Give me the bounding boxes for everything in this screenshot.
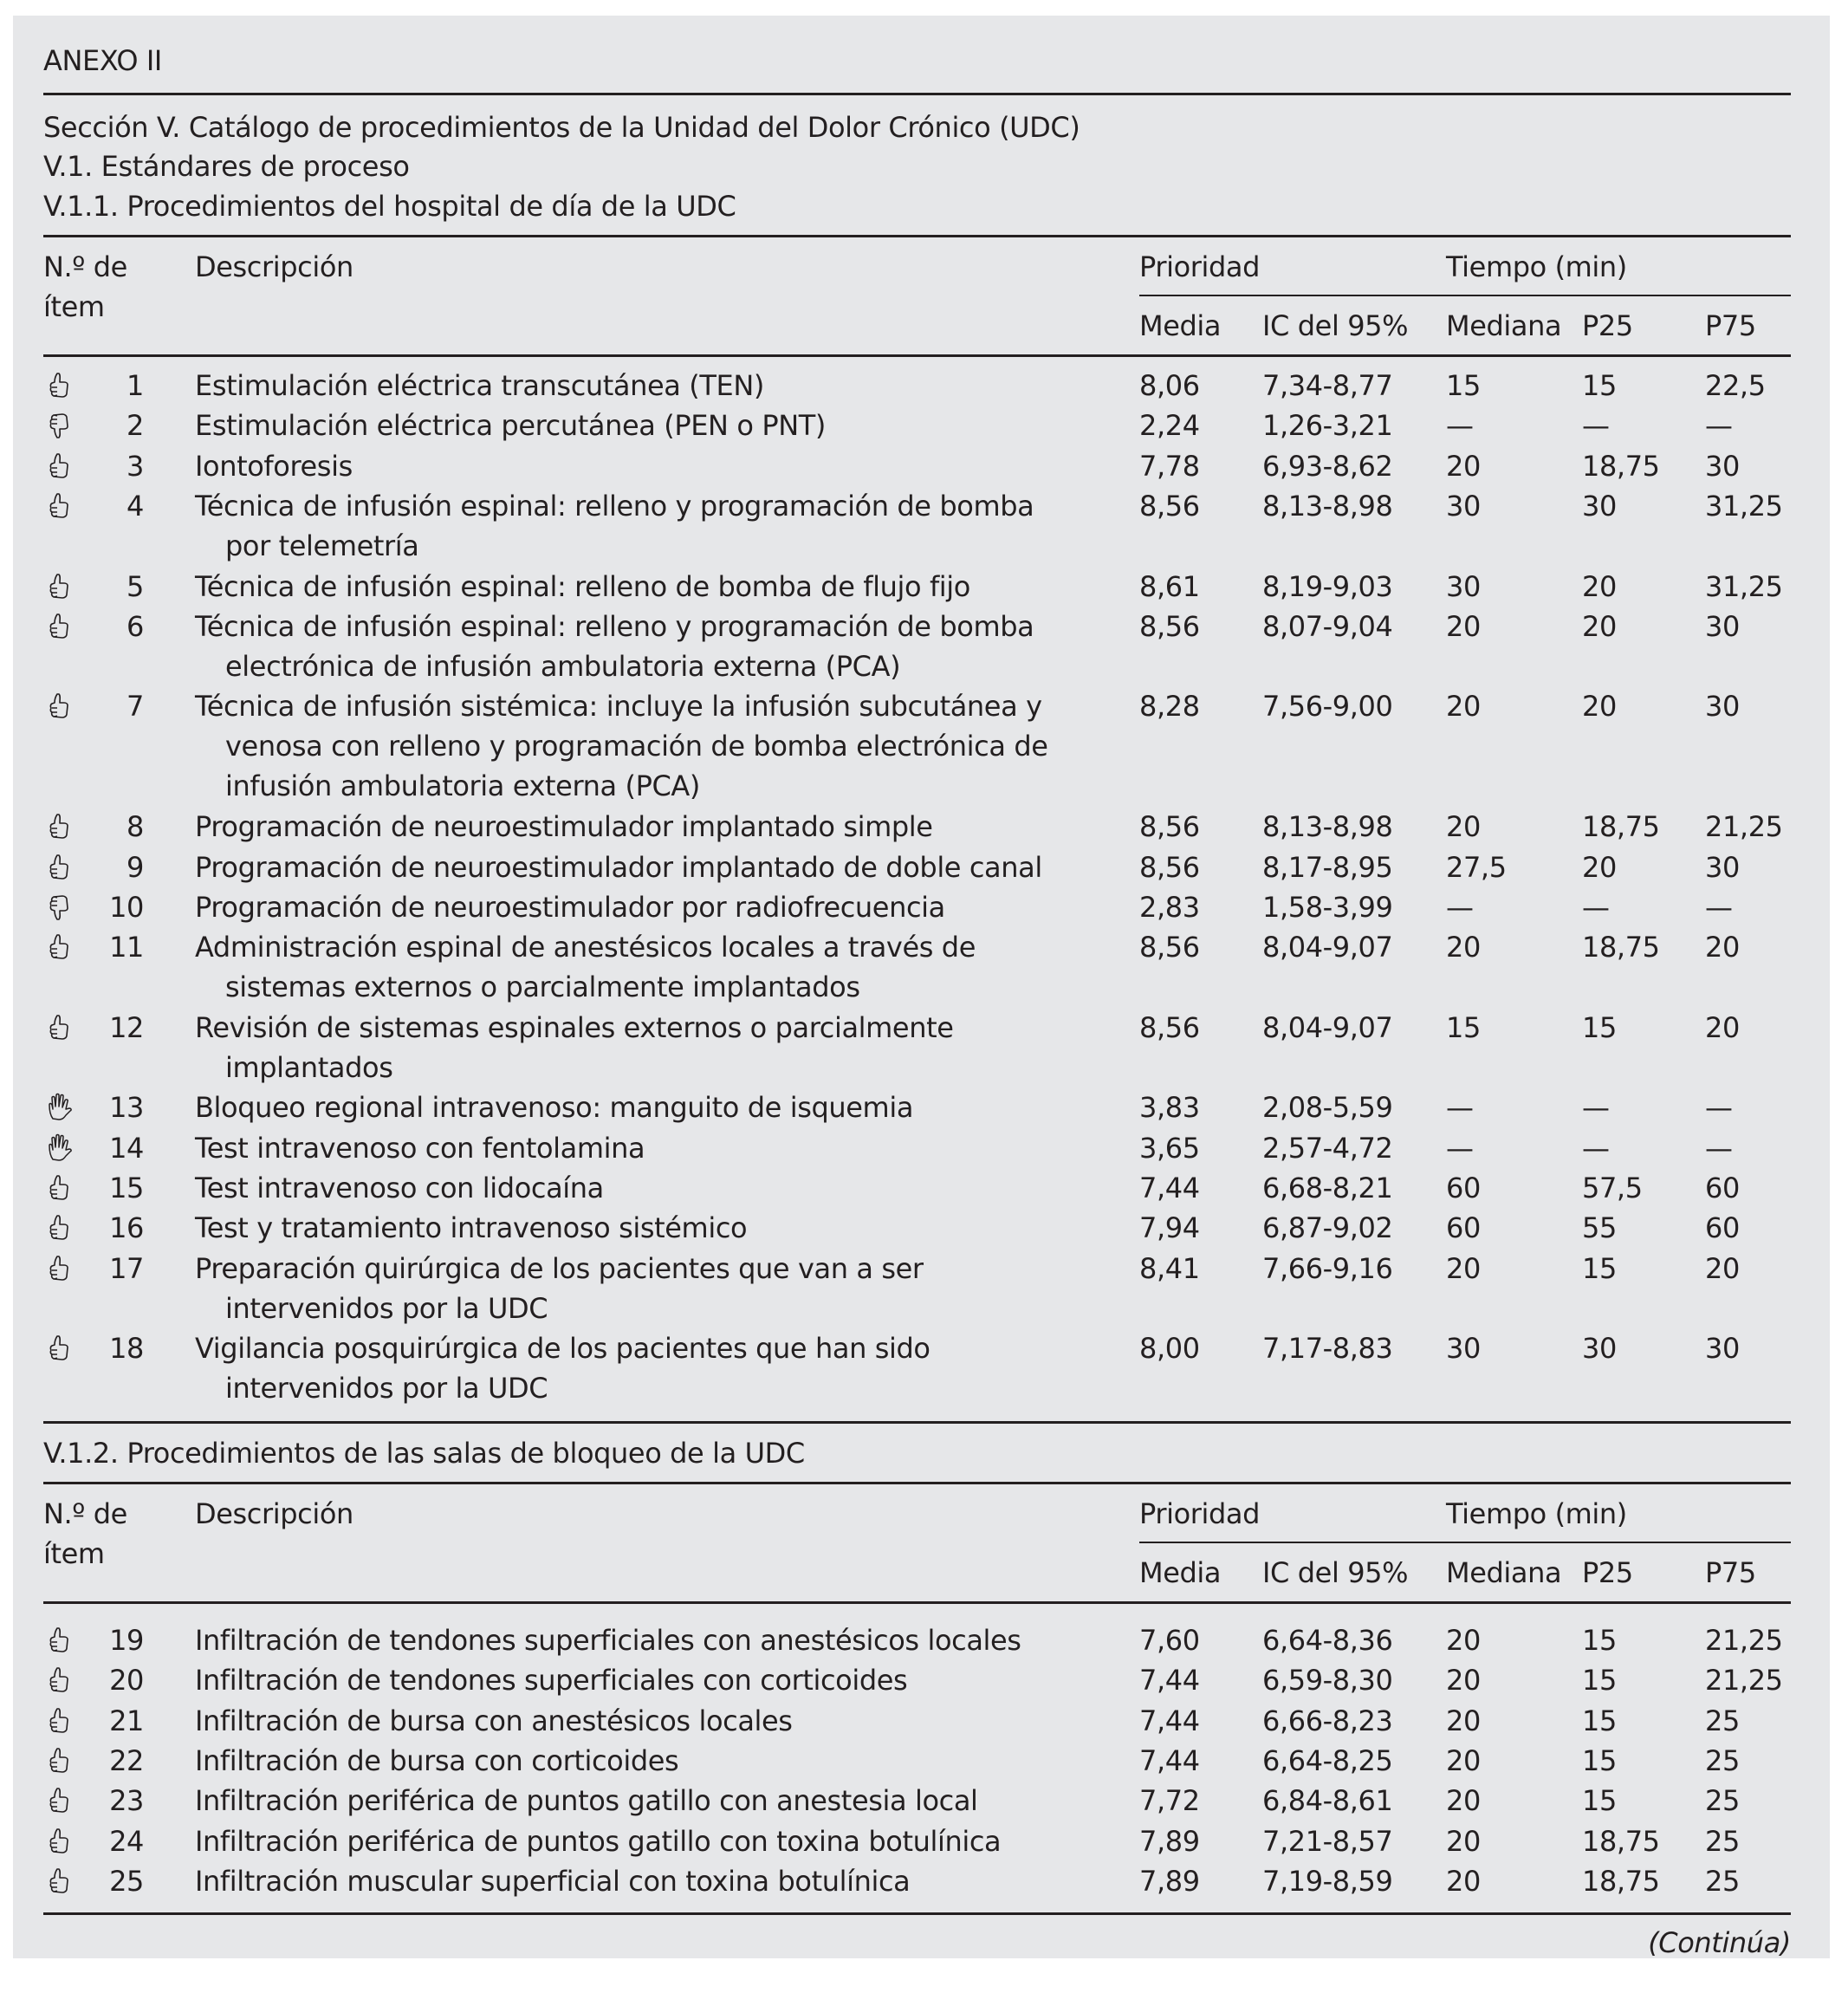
description xyxy=(195,607,1105,686)
time-median: 20 xyxy=(1446,690,1481,724)
priority-media: 8,56 xyxy=(1139,931,1200,964)
time-median: — xyxy=(1446,1131,1474,1165)
time-median: 20 xyxy=(1446,1251,1481,1285)
time-p75: 25 xyxy=(1705,1704,1740,1737)
divider xyxy=(43,235,1791,237)
time-p75: 20 xyxy=(1705,931,1740,964)
time-p75: 25 xyxy=(1705,1864,1740,1898)
description xyxy=(195,406,1105,445)
time-p75: — xyxy=(1705,409,1733,443)
item-number: 5 xyxy=(126,569,144,603)
priority-media: 7,44 xyxy=(1139,1172,1200,1204)
header-item-line2: ítem xyxy=(43,290,105,323)
continuation-note: (Continúa) xyxy=(1648,1926,1791,1959)
item-number: 23 xyxy=(109,1784,144,1818)
time-p25: 15 xyxy=(1582,1743,1617,1777)
table1-title: V.1.1. Procedimientos del hospital de día de la UDC xyxy=(43,190,736,223)
header-median: Mediana xyxy=(1446,1556,1562,1589)
item-number: 12 xyxy=(109,1010,144,1044)
time-median: 60 xyxy=(1446,1211,1481,1245)
description-line: Técnica de infusión espinal: relleno y programación de bomba xyxy=(195,609,1034,643)
time-median: 60 xyxy=(1446,1172,1481,1204)
time-median: 20 xyxy=(1446,1864,1481,1898)
header-media: Media xyxy=(1139,309,1222,342)
priority-ci: 7,34-8,77 xyxy=(1262,369,1393,402)
time-p75: 30 xyxy=(1705,449,1740,483)
header-priority: Prioridad xyxy=(1139,1497,1261,1530)
description xyxy=(195,1861,1105,1901)
description xyxy=(195,1328,1105,1408)
time-p75: 31,25 xyxy=(1705,569,1783,603)
time-median: 30 xyxy=(1446,569,1481,603)
item-number: 18 xyxy=(109,1332,144,1366)
description-line: intervenidos por la UDC xyxy=(225,1372,548,1405)
item-number: 14 xyxy=(109,1131,144,1165)
time-median: — xyxy=(1446,1091,1474,1125)
thumbs-up-icon xyxy=(45,1866,75,1896)
time-p75: 25 xyxy=(1705,1784,1740,1818)
description xyxy=(195,1620,1105,1660)
time-p25: — xyxy=(1582,409,1610,443)
time-p25: 30 xyxy=(1582,489,1617,523)
description xyxy=(195,1660,1105,1700)
priority-media: 7,44 xyxy=(1139,1664,1200,1698)
time-median: 20 xyxy=(1446,1624,1481,1657)
time-p25: 15 xyxy=(1582,1624,1617,1657)
item-number: 13 xyxy=(109,1091,144,1125)
thumbs-down-icon xyxy=(45,893,75,922)
open-hand-icon xyxy=(45,1133,75,1163)
header-p75: P75 xyxy=(1705,1556,1756,1589)
description-line: Estimulación eléctrica percutánea (PEN o PNT) xyxy=(195,409,826,443)
description xyxy=(195,1781,1105,1821)
priority-media: 7,44 xyxy=(1139,1704,1200,1737)
item-number: 19 xyxy=(109,1624,144,1657)
description xyxy=(195,1741,1105,1781)
time-median: 20 xyxy=(1446,609,1481,643)
priority-ci: 6,66-8,23 xyxy=(1262,1704,1393,1737)
header-item-line2: ítem xyxy=(43,1537,105,1570)
thumbs-up-icon xyxy=(45,1334,75,1363)
priority-ci: 2,57-4,72 xyxy=(1262,1131,1393,1165)
header-p25: P25 xyxy=(1582,1556,1633,1589)
time-p75: 30 xyxy=(1705,690,1740,724)
time-p75: 30 xyxy=(1705,1332,1740,1366)
item-number: 11 xyxy=(109,931,144,964)
divider xyxy=(43,1421,1791,1424)
item-number: 22 xyxy=(109,1743,144,1777)
header-item-line1: N.º de xyxy=(43,250,127,283)
priority-ci: 6,59-8,30 xyxy=(1262,1664,1393,1698)
time-median: 30 xyxy=(1446,1332,1481,1366)
header-median: Mediana xyxy=(1446,309,1562,342)
header-media: Media xyxy=(1139,1556,1222,1589)
description-line: Vigilancia posquirúrgica de los pacientes que han sido xyxy=(195,1332,930,1366)
description-line: venosa con relleno y programación de bomba electrónica de xyxy=(225,730,1048,763)
thumbs-up-icon xyxy=(45,451,75,481)
time-p75: 31,25 xyxy=(1705,489,1783,523)
priority-ci: 6,93-8,62 xyxy=(1262,449,1393,483)
thumbs-up-icon xyxy=(45,853,75,882)
description xyxy=(195,366,1105,406)
description-line: Test intravenoso con fentolamina xyxy=(195,1131,645,1165)
priority-media: 8,61 xyxy=(1139,569,1200,603)
item-number: 2 xyxy=(126,409,144,443)
time-p75: 20 xyxy=(1705,1010,1740,1044)
time-p25: 20 xyxy=(1582,850,1617,884)
time-p25: — xyxy=(1582,1091,1610,1125)
priority-ci: 2,08-5,59 xyxy=(1262,1091,1393,1125)
thumbs-up-icon xyxy=(45,1786,75,1815)
table2-title: V.1.2. Procedimientos de las salas de bloqueo de la UDC xyxy=(43,1437,805,1470)
priority-media: 7,89 xyxy=(1139,1824,1200,1858)
divider xyxy=(43,1912,1791,1915)
item-number: 17 xyxy=(109,1251,144,1285)
item-number: 10 xyxy=(109,890,144,924)
time-p75: 21,25 xyxy=(1705,1664,1783,1698)
time-p25: 20 xyxy=(1582,569,1617,603)
time-p75: 25 xyxy=(1705,1743,1740,1777)
time-p75: 60 xyxy=(1705,1172,1740,1204)
time-p25: 30 xyxy=(1582,1332,1617,1366)
time-median: — xyxy=(1446,890,1474,924)
description-line: Infiltración de bursa con corticoides xyxy=(195,1743,679,1777)
description xyxy=(195,807,1105,847)
header-priority: Prioridad xyxy=(1139,250,1261,283)
time-p75: 30 xyxy=(1705,609,1740,643)
time-median: 30 xyxy=(1446,489,1481,523)
priority-media: 8,56 xyxy=(1139,1010,1200,1044)
description xyxy=(195,1008,1105,1087)
time-median: 20 xyxy=(1446,1824,1481,1858)
description-line: Programación de neuroestimulador implantado simple xyxy=(195,810,933,844)
thumbs-up-icon xyxy=(45,1827,75,1856)
description xyxy=(195,446,1105,486)
item-number: 3 xyxy=(126,449,144,483)
description-line: Técnica de infusión espinal: relleno y programación de bomba xyxy=(195,489,1034,523)
priority-media: 8,56 xyxy=(1139,810,1200,844)
priority-ci: 8,13-8,98 xyxy=(1262,489,1393,523)
item-number: 16 xyxy=(109,1211,144,1245)
thumbs-up-icon xyxy=(45,1013,75,1042)
description xyxy=(195,1087,1105,1127)
description-line: Test y tratamiento intravenoso sistémico xyxy=(195,1211,748,1245)
thumbs-up-icon xyxy=(45,812,75,841)
priority-ci: 1,26-3,21 xyxy=(1262,409,1393,443)
item-number: 1 xyxy=(126,369,144,402)
time-p25: 15 xyxy=(1582,1010,1617,1044)
annex-title: ANEXO II xyxy=(43,44,162,77)
description xyxy=(195,1208,1105,1248)
thumbs-up-icon xyxy=(45,1254,75,1283)
description xyxy=(195,1249,1105,1328)
thumbs-up-icon xyxy=(45,932,75,962)
description-line: electrónica de infusión ambulatoria externa (PCA) xyxy=(225,649,901,683)
time-p25: 15 xyxy=(1582,1664,1617,1698)
item-number: 15 xyxy=(109,1172,144,1204)
time-p25: 55 xyxy=(1582,1211,1617,1245)
priority-ci: 8,17-8,95 xyxy=(1262,850,1393,884)
priority-ci: 8,07-9,04 xyxy=(1262,609,1393,643)
description xyxy=(195,486,1105,566)
time-p75: 30 xyxy=(1705,850,1740,884)
time-p75: — xyxy=(1705,890,1733,924)
divider xyxy=(43,354,1791,357)
header-p25: P25 xyxy=(1582,309,1633,342)
description-line: infusión ambulatoria externa (PCA) xyxy=(225,769,700,803)
item-number: 20 xyxy=(109,1664,144,1698)
description xyxy=(195,1168,1105,1208)
time-median: 20 xyxy=(1446,1784,1481,1818)
priority-ci: 7,19-8,59 xyxy=(1262,1864,1393,1898)
description-line: Infiltración de bursa con anestésicos locales xyxy=(195,1704,793,1737)
time-p25: 15 xyxy=(1582,1251,1617,1285)
section-title: Sección V. Catálogo de procedimientos de la Unidad del Dolor Crónico (UDC) xyxy=(43,111,1080,144)
time-median: 15 xyxy=(1446,1010,1481,1044)
priority-ci: 8,13-8,98 xyxy=(1262,810,1393,844)
time-p25: 20 xyxy=(1582,690,1617,724)
time-p25: 15 xyxy=(1582,369,1617,402)
time-p75: 21,25 xyxy=(1705,810,1783,844)
thumbs-up-icon xyxy=(45,1746,75,1776)
priority-ci: 6,84-8,61 xyxy=(1262,1784,1393,1818)
priority-media: 7,89 xyxy=(1139,1864,1200,1898)
thumbs-up-icon xyxy=(45,691,75,721)
priority-media: 8,56 xyxy=(1139,489,1200,523)
divider xyxy=(43,93,1791,95)
priority-media: 8,56 xyxy=(1139,850,1200,884)
time-p75: 21,25 xyxy=(1705,1624,1783,1657)
thumbs-up-icon xyxy=(45,491,75,521)
item-number: 8 xyxy=(126,810,144,844)
description-line: por telemetría xyxy=(225,529,419,562)
priority-ci: 7,21-8,57 xyxy=(1262,1824,1393,1858)
priority-media: 8,28 xyxy=(1139,690,1200,724)
priority-ci: 8,19-9,03 xyxy=(1262,569,1393,603)
thumbs-up-icon xyxy=(45,1626,75,1655)
header-time: Tiempo (min) xyxy=(1446,250,1627,283)
description-line: Preparación quirúrgica de los pacientes que van a ser xyxy=(195,1251,924,1285)
time-p25: 18,75 xyxy=(1582,931,1660,964)
priority-media: 7,60 xyxy=(1139,1624,1200,1657)
subsection-title: V.1. Estándares de proceso xyxy=(43,150,410,183)
time-p25: 57,5 xyxy=(1582,1172,1643,1204)
description xyxy=(195,1701,1105,1741)
header-ci: IC del 95% xyxy=(1262,309,1409,342)
priority-media: 8,41 xyxy=(1139,1251,1200,1285)
thumbs-up-icon xyxy=(45,1706,75,1736)
priority-media: 3,65 xyxy=(1139,1131,1200,1165)
time-median: 20 xyxy=(1446,449,1481,483)
description-line: Bloqueo regional intravenoso: manguito de isquemia xyxy=(195,1091,914,1125)
time-p75: 20 xyxy=(1705,1251,1740,1285)
priority-media: 7,78 xyxy=(1139,449,1200,483)
thumbs-up-icon xyxy=(45,612,75,641)
description-line: Técnica de infusión sistémica: incluye la infusión subcutánea y xyxy=(195,690,1042,724)
time-median: 20 xyxy=(1446,1704,1481,1737)
description xyxy=(195,927,1105,1007)
time-p75: — xyxy=(1705,1131,1733,1165)
item-number: 24 xyxy=(109,1824,144,1858)
description-line: intervenidos por la UDC xyxy=(225,1291,548,1325)
description-line: Revisión de sistemas espinales externos o parcialmente xyxy=(195,1010,954,1044)
thumbs-up-icon xyxy=(45,1173,75,1203)
description-line: Programación de neuroestimulador implantado de doble canal xyxy=(195,850,1042,884)
item-number: 21 xyxy=(109,1704,144,1737)
open-hand-icon xyxy=(45,1093,75,1122)
time-median: 20 xyxy=(1446,931,1481,964)
time-p25: 18,75 xyxy=(1582,1864,1660,1898)
description xyxy=(195,1821,1105,1861)
priority-ci: 6,64-8,36 xyxy=(1262,1624,1393,1657)
description xyxy=(195,847,1105,887)
priority-media: 7,44 xyxy=(1139,1743,1200,1777)
time-p25: 18,75 xyxy=(1582,449,1660,483)
priority-ci: 1,58-3,99 xyxy=(1262,890,1393,924)
description-line: Infiltración muscular superficial con toxina botulínica xyxy=(195,1864,911,1898)
thumbs-down-icon xyxy=(45,411,75,440)
item-number: 6 xyxy=(126,609,144,643)
item-number: 7 xyxy=(126,690,144,724)
priority-media: 2,83 xyxy=(1139,890,1200,924)
header-subdivider xyxy=(1139,295,1791,296)
description xyxy=(195,686,1105,806)
priority-ci: 6,87-9,02 xyxy=(1262,1211,1393,1245)
header-description: Descripción xyxy=(195,1497,353,1530)
priority-media: 8,00 xyxy=(1139,1332,1200,1366)
time-p25: 18,75 xyxy=(1582,810,1660,844)
description-line: Infiltración periférica de puntos gatillo con anestesia local xyxy=(195,1784,978,1818)
description-line: Infiltración de tendones superficiales con anestésicos locales xyxy=(195,1624,1021,1657)
priority-ci: 7,17-8,83 xyxy=(1262,1332,1393,1366)
time-median: 20 xyxy=(1446,1664,1481,1698)
priority-media: 3,83 xyxy=(1139,1091,1200,1125)
priority-ci: 7,56-9,00 xyxy=(1262,690,1393,724)
time-p25: 18,75 xyxy=(1582,1824,1660,1858)
header-p75: P75 xyxy=(1705,309,1756,342)
time-p25: 20 xyxy=(1582,609,1617,643)
description-line: implantados xyxy=(225,1050,393,1084)
time-p25: — xyxy=(1582,890,1610,924)
time-p75: — xyxy=(1705,1091,1733,1125)
header-item-line1: N.º de xyxy=(43,1497,127,1530)
description xyxy=(195,1128,1105,1168)
thumbs-up-icon xyxy=(45,1213,75,1243)
time-median: 15 xyxy=(1446,369,1481,402)
time-p75: 60 xyxy=(1705,1211,1740,1245)
priority-media: 7,94 xyxy=(1139,1211,1200,1245)
description-line: Iontoforesis xyxy=(195,449,353,483)
time-p25: — xyxy=(1582,1131,1610,1165)
priority-ci: 7,66-9,16 xyxy=(1262,1251,1393,1285)
priority-ci: 8,04-9,07 xyxy=(1262,931,1393,964)
thumbs-up-icon xyxy=(45,1665,75,1695)
description-line: sistemas externos o parcialmente implantados xyxy=(225,971,860,1004)
header-description: Descripción xyxy=(195,250,353,283)
item-number: 9 xyxy=(126,850,144,884)
description-line: Administración espinal de anestésicos locales a través de xyxy=(195,931,976,964)
time-p25: 15 xyxy=(1582,1704,1617,1737)
priority-ci: 6,64-8,25 xyxy=(1262,1743,1393,1777)
time-p25: 15 xyxy=(1582,1784,1617,1818)
description-line: Infiltración periférica de puntos gatillo con toxina botulínica xyxy=(195,1824,1002,1858)
description xyxy=(195,567,1105,607)
priority-media: 7,72 xyxy=(1139,1784,1200,1818)
header-subdivider xyxy=(1139,1542,1791,1543)
description xyxy=(195,887,1105,927)
time-p75: 25 xyxy=(1705,1824,1740,1858)
priority-ci: 8,04-9,07 xyxy=(1262,1010,1393,1044)
description-line: Test intravenoso con lidocaína xyxy=(195,1172,604,1204)
item-number: 25 xyxy=(109,1864,144,1898)
thumbs-up-icon xyxy=(45,371,75,400)
thumbs-up-icon xyxy=(45,572,75,601)
description-line: Estimulación eléctrica transcutánea (TEN) xyxy=(195,369,764,402)
time-p75: 22,5 xyxy=(1705,369,1766,402)
priority-media: 8,56 xyxy=(1139,609,1200,643)
priority-ci: 6,68-8,21 xyxy=(1262,1172,1393,1204)
divider xyxy=(43,1482,1791,1484)
time-median: 20 xyxy=(1446,810,1481,844)
divider xyxy=(43,1601,1791,1604)
time-median: 27,5 xyxy=(1446,850,1507,884)
priority-media: 2,24 xyxy=(1139,409,1200,443)
priority-media: 8,06 xyxy=(1139,369,1200,402)
description-line: Programación de neuroestimulador por radiofrecuencia xyxy=(195,890,945,924)
description-line: Técnica de infusión espinal: relleno de bomba de flujo fijo xyxy=(195,569,970,603)
time-median: — xyxy=(1446,409,1474,443)
description-line: Infiltración de tendones superficiales con corticoides xyxy=(195,1664,908,1698)
header-ci: IC del 95% xyxy=(1262,1556,1409,1589)
time-median: 20 xyxy=(1446,1743,1481,1777)
item-number: 4 xyxy=(126,489,144,523)
header-time: Tiempo (min) xyxy=(1446,1497,1627,1530)
